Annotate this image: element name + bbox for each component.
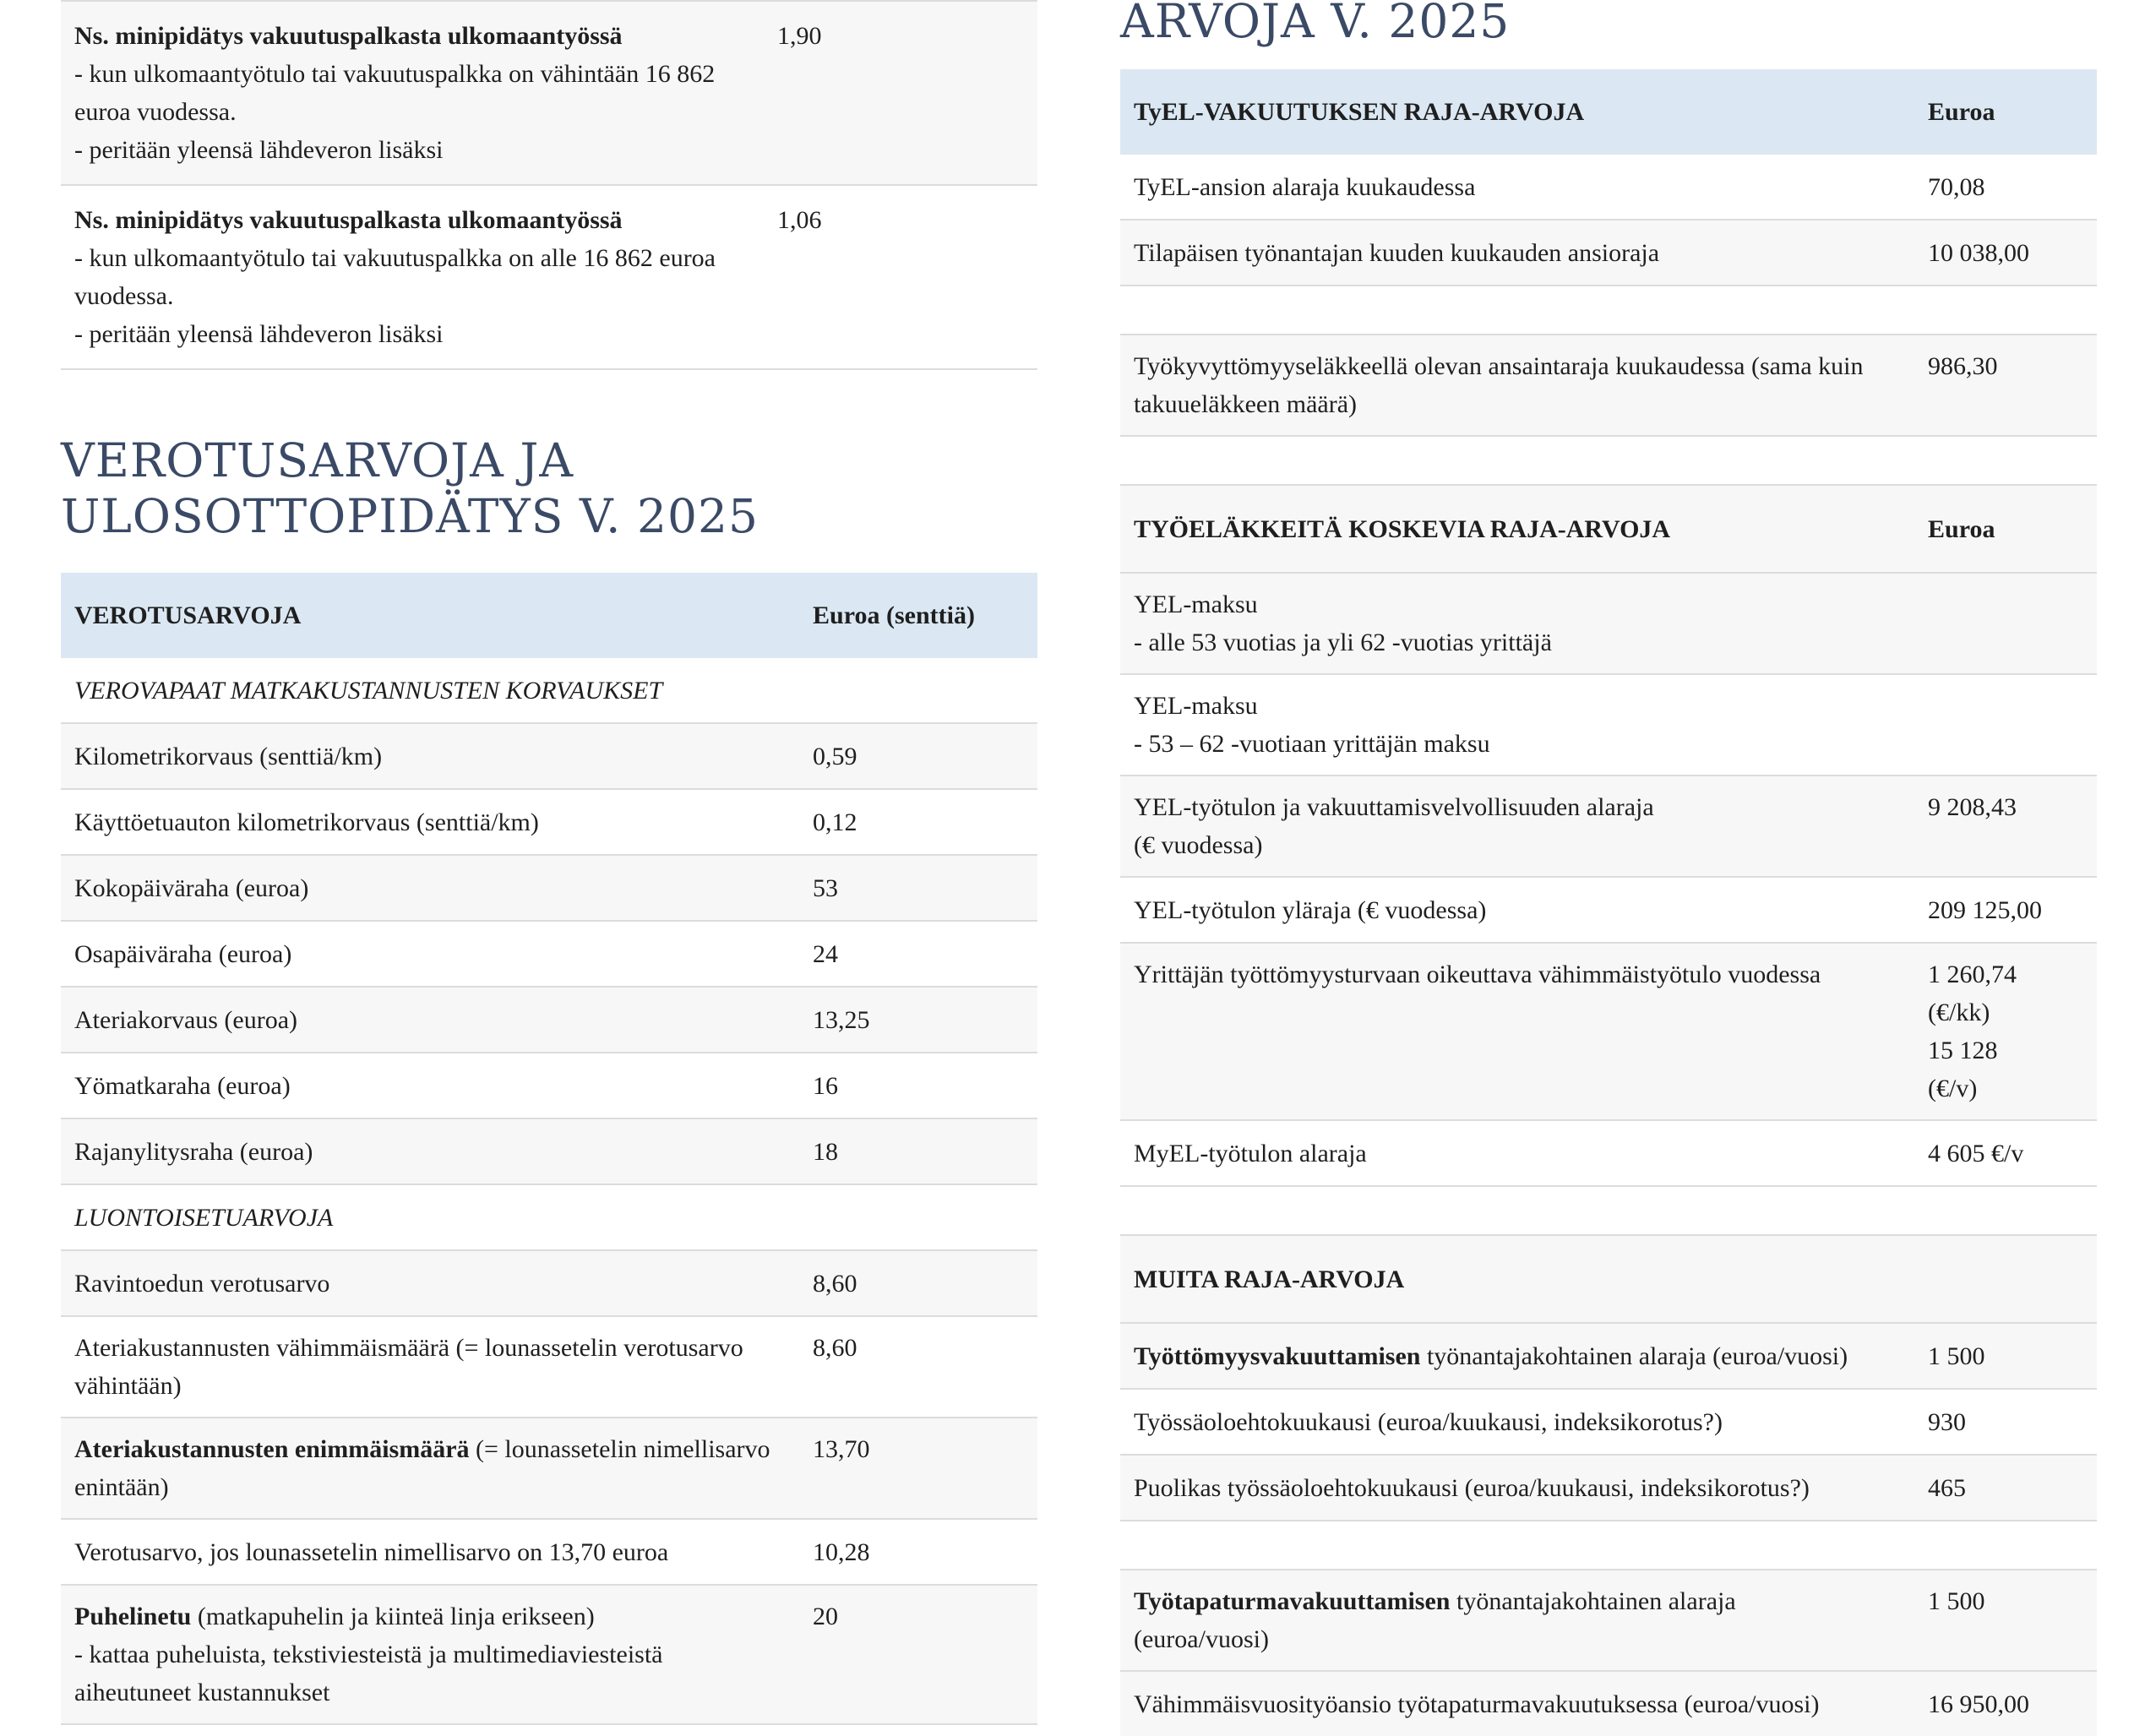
row-value: 1,06 xyxy=(777,185,1037,369)
right-column xyxy=(1120,0,2097,1736)
row-label xyxy=(61,1585,813,1724)
table-header xyxy=(61,573,1037,658)
row-value: 4 605 €/v xyxy=(1928,1120,2097,1186)
table-row xyxy=(61,987,1037,1053)
header-value: Euroa xyxy=(1928,69,2097,155)
row-label-bold: Työttömyysvakuuttamisen xyxy=(1134,1341,1421,1370)
minipidatys-desc: - kun ulkomaantyötulo tai vakuutuspalkka on vähintään 16 862 euroa vuodessa. - peritään yleensä lähdeveron lisäksi xyxy=(74,60,716,164)
row-label: Rajanylitysraha (euroa) xyxy=(61,1118,813,1184)
header-label: VEROTUSARVOJA xyxy=(61,573,813,658)
row-value: 8,60 xyxy=(813,1316,1037,1418)
row-value: 13,25 xyxy=(813,987,1037,1053)
row-value: 0,59 xyxy=(813,723,1037,789)
table-row xyxy=(1120,1389,2097,1455)
row-label-rest: työnantajakohtainen alaraja (euroa/vuosi) xyxy=(1420,1341,1848,1370)
row-label: Työkyvyttömyyseläkkeellä olevan ansaintaraja kuukaudessa (sama kuin takuueläkkeen määrä) xyxy=(1120,335,1928,436)
section-title: VEROVAPAAT MATKAKUSTANNUSTEN KORVAUKSET xyxy=(61,658,1037,723)
row-value xyxy=(1928,573,2097,674)
row-label: Verotusarvo, jos lounassetelin nimellisarvo on 13,70 euroa xyxy=(61,1519,813,1585)
row-label: Kilometrikorvaus (senttiä/km) xyxy=(61,723,813,789)
row-label: TyEL-ansion alaraja kuukaudessa xyxy=(1120,155,1928,220)
row-value: 1 500 xyxy=(1928,1323,2097,1389)
row-label-rest: työnantajakohtainen alaraja (euroa/vuosi) xyxy=(1134,1587,1736,1653)
subheader-label: MUITA RAJA-ARVOJA xyxy=(1120,1235,2097,1323)
row-value: 10,28 xyxy=(813,1519,1037,1585)
row-label: Ateriakustannusten vähimmäismäärä (= lounassetelin verotusarvo vähintään) xyxy=(61,1316,813,1418)
row-value: 209 125,00 xyxy=(1928,877,2097,943)
row-value: 70,08 xyxy=(1928,155,2097,220)
table-spacer xyxy=(1120,436,2097,485)
row-value: 1,90 xyxy=(777,1,1037,185)
table-row xyxy=(61,1053,1037,1118)
table-row xyxy=(61,855,1037,921)
tyel-table xyxy=(1120,69,2097,1736)
row-value: 18 xyxy=(813,1118,1037,1184)
row-label: Käyttöetuauton kilometrikorvaus (senttiä/km) xyxy=(61,789,813,855)
table-row xyxy=(1120,1455,2097,1521)
table-row xyxy=(61,1250,1037,1316)
row-label: Kokopäiväraha (euroa) xyxy=(61,855,813,921)
table-row xyxy=(1120,775,2097,877)
table-row xyxy=(1120,877,2097,943)
row-label: Työssäoloehtokuukausi (euroa/kuukausi, indeksikorotus?) xyxy=(1120,1389,1928,1455)
row-label: Yrittäjän työttömyysturvaan oikeuttava vähimmäistyötulo vuodessa xyxy=(1120,943,1928,1120)
row-label: YEL-maksu - alle 53 vuotias ja yli 62 -vuotias yrittäjä xyxy=(1120,573,1928,674)
minipidatys-desc: - kun ulkomaantyötulo tai vakuutuspalkka on alle 16 862 euroa vuodessa. - peritään yleensä lähdeveron lisäksi xyxy=(74,244,716,348)
row-label: Tilapäisen työnantajan kuuden kuukauden ansioraja xyxy=(1120,220,1928,286)
row-value: 930 xyxy=(1928,1389,2097,1455)
subheader-value: Euroa xyxy=(1928,485,2097,573)
table-row xyxy=(61,1519,1037,1585)
table-spacer xyxy=(1120,1521,2097,1570)
table-row xyxy=(1120,1323,2097,1389)
row-label: YEL-työtulon yläraja (€ vuodessa) xyxy=(1120,877,1928,943)
row-value: 16 xyxy=(813,1053,1037,1118)
row-label: Ateriakorvaus (euroa) xyxy=(61,987,813,1053)
row-value: 465 xyxy=(1928,1455,2097,1521)
table-row xyxy=(61,789,1037,855)
table-row xyxy=(1120,1570,2097,1671)
minipidatys-title: Ns. minipidätys vakuutuspalkasta ulkomaantyössä xyxy=(74,22,623,50)
spacer-cell xyxy=(1120,1521,2097,1570)
table-row xyxy=(61,723,1037,789)
row-label xyxy=(61,185,777,369)
table-row xyxy=(61,1118,1037,1184)
row-label xyxy=(61,1418,813,1519)
row-label: YEL-maksu - 53 – 62 -vuotiaan yrittäjän maksu xyxy=(1120,674,1928,775)
row-value: 9 208,43 xyxy=(1928,775,2097,877)
table-row xyxy=(61,1418,1037,1519)
row-label: MyEL-työtulon alaraja xyxy=(1120,1120,1928,1186)
verotusarvoja-table xyxy=(61,573,1037,1725)
row-label xyxy=(1120,1323,1928,1389)
section-row xyxy=(61,658,1037,723)
row-desc: - kattaa puheluista, tekstiviesteistä ja multimediaviesteistä aiheutuneet kustannukset xyxy=(74,1641,663,1706)
row-value: 24 xyxy=(813,921,1037,987)
row-value: 53 xyxy=(813,855,1037,921)
row-label xyxy=(61,1,777,185)
table-row xyxy=(1120,1120,2097,1186)
table-row xyxy=(1120,943,2097,1120)
row-value: 1 500 xyxy=(1928,1570,2097,1671)
table-spacer xyxy=(1120,286,2097,335)
spacer-cell xyxy=(1120,1186,2097,1235)
row-value: 13,70 xyxy=(813,1418,1037,1519)
row-label-bold: Työtapaturmavakuuttamisen xyxy=(1134,1587,1451,1615)
section-title: LUONTOISETUARVOJA xyxy=(61,1184,1037,1250)
table-row xyxy=(61,1,1037,185)
spacer-cell xyxy=(1120,436,2097,485)
row-label: Puolikas työssäoloehtokuukausi (euroa/kuukausi, indeksikorotus?) xyxy=(1120,1455,1928,1521)
table-row xyxy=(61,1585,1037,1724)
row-value xyxy=(1928,674,2097,775)
row-label: Yömatkaraha (euroa) xyxy=(61,1053,813,1118)
table-subheader xyxy=(1120,1235,2097,1323)
raja-arvoja-heading: ARVOJA V. 2025 xyxy=(1120,0,1511,48)
row-label: Vähimmäisvuosityöansio työtapaturmavakuutuksessa (euroa/vuosi) xyxy=(1120,1671,1928,1736)
row-label: YEL-työtulon ja vakuuttamisvelvollisuuden alaraja (€ vuodessa) xyxy=(1120,775,1928,877)
table-row xyxy=(61,1316,1037,1418)
header-value: Euroa (senttiä) xyxy=(813,573,1037,658)
row-value: 986,30 xyxy=(1928,335,2097,436)
row-value: 20 xyxy=(813,1585,1037,1724)
table-row xyxy=(1120,674,2097,775)
verotusarvoja-heading: VEROTUSARVOJA JA ULOSOTTOPIDÄTYS V. 2025 xyxy=(61,433,759,543)
row-value: 16 950,00 xyxy=(1928,1671,2097,1736)
table-row xyxy=(1120,220,2097,286)
table-row xyxy=(1120,335,2097,436)
row-label-rest: (= lounassetelin nimellisarvo enintään) xyxy=(74,1435,770,1501)
left-column xyxy=(61,0,1037,1725)
table-subheader xyxy=(1120,485,2097,573)
minipidatys-table xyxy=(61,0,1037,370)
table-row xyxy=(61,921,1037,987)
table-row xyxy=(1120,155,2097,220)
spacer-cell xyxy=(1120,286,2097,335)
table-header xyxy=(1120,69,2097,155)
row-value: 8,60 xyxy=(813,1250,1037,1316)
header-label: TyEL-VAKUUTUKSEN RAJA-ARVOJA xyxy=(1120,69,1928,155)
row-label xyxy=(1120,1570,1928,1671)
row-label-bold: Ateriakustannusten enimmäismäärä xyxy=(74,1435,470,1463)
row-label-bold: Puhelinetu xyxy=(74,1603,192,1630)
section-row xyxy=(61,1184,1037,1250)
row-value: 10 038,00 xyxy=(1928,220,2097,286)
table-row xyxy=(61,185,1037,369)
subheader-label: TYÖELÄKKEITÄ KOSKEVIA RAJA-ARVOJA xyxy=(1120,485,1928,573)
row-label: Ravintoedun verotusarvo xyxy=(61,1250,813,1316)
row-label: Osapäiväraha (euroa) xyxy=(61,921,813,987)
minipidatys-title: Ns. minipidätys vakuutuspalkasta ulkomaantyössä xyxy=(74,206,623,234)
row-value: 0,12 xyxy=(813,789,1037,855)
table-spacer xyxy=(1120,1186,2097,1235)
row-value: 1 260,74 (€/kk) 15 128 (€/v) xyxy=(1928,943,2097,1120)
row-label-rest: (matkapuhelin ja kiinteä linja erikseen) xyxy=(191,1603,595,1630)
table-row xyxy=(1120,573,2097,674)
table-row xyxy=(1120,1671,2097,1736)
